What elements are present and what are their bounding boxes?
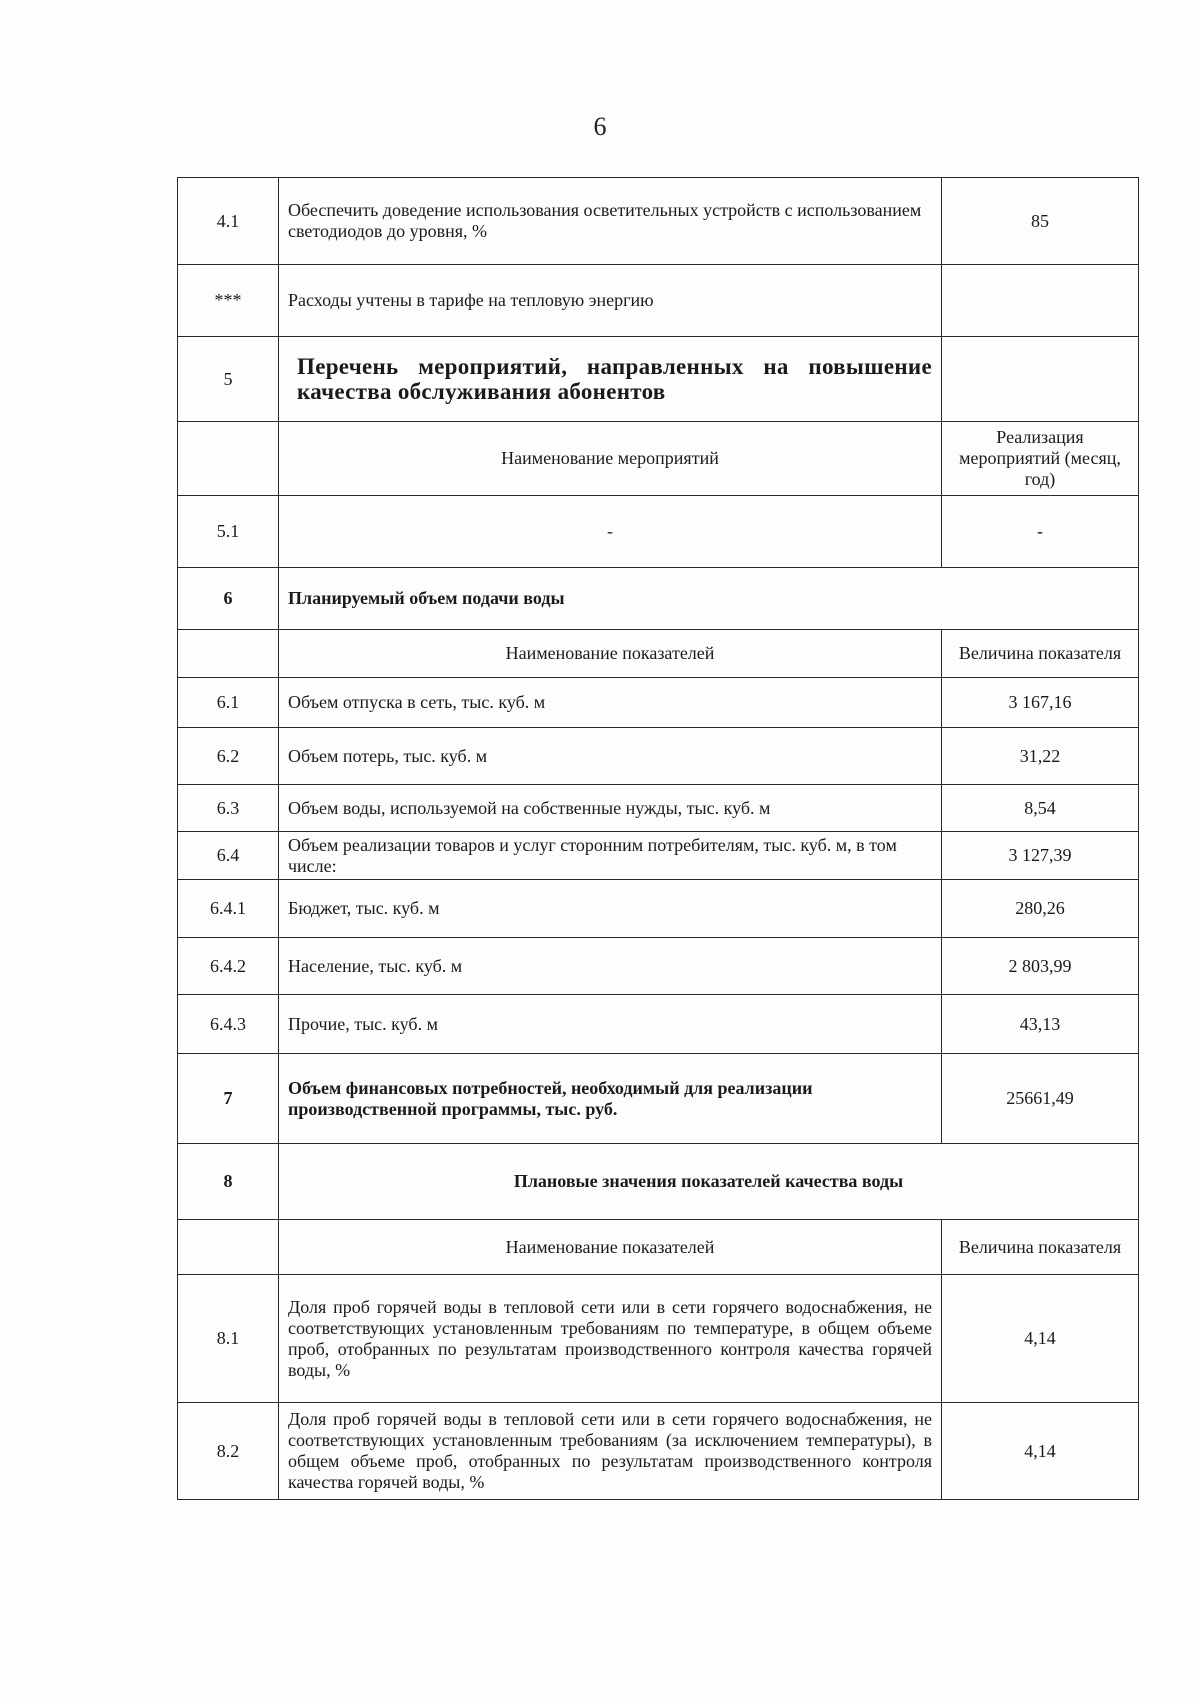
row-text: Объем отпуска в сеть, тыс. куб. м [279, 678, 942, 728]
table-row [178, 496, 1139, 568]
table-row [178, 1275, 1139, 1403]
row-text: - [279, 496, 942, 568]
row-number: 6.3 [178, 785, 279, 832]
row-number: 5.1 [178, 496, 279, 568]
row-text: Объем воды, используемой на собственные нужды, тыс. куб. м [279, 785, 942, 832]
row-text: Объем реализации товаров и услуг сторонним потребителям, тыс. куб. м, в том числе: [279, 832, 942, 880]
section-number: 6 [178, 568, 279, 630]
row-number: 8.1 [178, 1275, 279, 1403]
section-row [178, 568, 1139, 630]
row-value: 2 803,99 [942, 938, 1139, 995]
row-text: Доля проб горячей воды в тепловой сети или в сети горячего водоснабжения, не соответствующих установленным требованиям (за исключением температуры), в общем объеме проб, отобранных по результатам производственного контроля качества горячей воды, % [279, 1403, 942, 1500]
row-value: 4,14 [942, 1403, 1139, 1500]
empty-cell [178, 630, 279, 678]
row-value: - [942, 496, 1139, 568]
row-number: 6.2 [178, 728, 279, 785]
table-row [178, 178, 1139, 265]
table-row [178, 938, 1139, 995]
row-value [942, 265, 1139, 337]
program-table [177, 177, 1139, 1500]
row-value: 3 167,16 [942, 678, 1139, 728]
empty-cell [178, 422, 279, 496]
row-number: 8.2 [178, 1403, 279, 1500]
column-header-value: Реализация мероприятий (месяц, год) [942, 422, 1139, 496]
column-header-value: Величина показателя [942, 1220, 1139, 1275]
row-value: 31,22 [942, 728, 1139, 785]
row-number: 6.4.3 [178, 995, 279, 1054]
row-value: 8,54 [942, 785, 1139, 832]
row-text: Обеспечить доведение использования осветительных устройств с использованием светодиодов до уровня, % [279, 178, 942, 265]
row-number: 6.4 [178, 832, 279, 880]
table-row [178, 728, 1139, 785]
section-row [178, 337, 1139, 422]
row-number: 4.1 [178, 178, 279, 265]
row-number: 7 [178, 1054, 279, 1144]
row-text: Расходы учтены в тарифе на тепловую энергию [279, 265, 942, 337]
table-row [178, 1054, 1139, 1144]
row-value: 280,26 [942, 880, 1139, 938]
table-row [178, 1403, 1139, 1500]
header-row [178, 422, 1139, 496]
column-header-name: Наименование мероприятий [279, 422, 942, 496]
row-text: Прочие, тыс. куб. м [279, 995, 942, 1054]
row-number: *** [178, 265, 279, 337]
row-number: 6.4.1 [178, 880, 279, 938]
row-text: Население, тыс. куб. м [279, 938, 942, 995]
row-number: 6.4.2 [178, 938, 279, 995]
empty-cell [942, 337, 1139, 422]
column-header-value: Величина показателя [942, 630, 1139, 678]
row-text: Объем потерь, тыс. куб. м [279, 728, 942, 785]
table-row [178, 995, 1139, 1054]
row-text: Бюджет, тыс. куб. м [279, 880, 942, 938]
table-row [178, 265, 1139, 337]
section-number: 5 [178, 337, 279, 422]
row-text: Доля проб горячей воды в тепловой сети или в сети горячего водоснабжения, не соответствующих установленным требованиям по температуре, в общем объеме проб, отобранных по результатам производственного контроля качества горячей воды, % [279, 1275, 942, 1403]
header-row [178, 1220, 1139, 1275]
table-row [178, 678, 1139, 728]
section-title: Планируемый объем подачи воды [279, 568, 1139, 630]
row-value: 43,13 [942, 995, 1139, 1054]
row-value: 85 [942, 178, 1139, 265]
page-number: 6 [593, 112, 607, 141]
section-title: Перечень мероприятий, направленных на повышение качества обслуживания абонентов [279, 337, 942, 422]
column-header-name: Наименование показателей [279, 630, 942, 678]
table-row [178, 785, 1139, 832]
row-value: 4,14 [942, 1275, 1139, 1403]
table-row [178, 832, 1139, 880]
section-title: Плановые значения показателей качества воды [279, 1144, 1139, 1220]
row-text: Объем финансовых потребностей, необходимый для реализации производственной программы, тыс. руб. [279, 1054, 942, 1144]
empty-cell [178, 1220, 279, 1275]
row-value: 25661,49 [942, 1054, 1139, 1144]
row-value: 3 127,39 [942, 832, 1139, 880]
column-header-name: Наименование показателей [279, 1220, 942, 1275]
table-row [178, 880, 1139, 938]
section-row [178, 1144, 1139, 1220]
header-row [178, 630, 1139, 678]
section-number: 8 [178, 1144, 279, 1220]
row-number: 6.1 [178, 678, 279, 728]
